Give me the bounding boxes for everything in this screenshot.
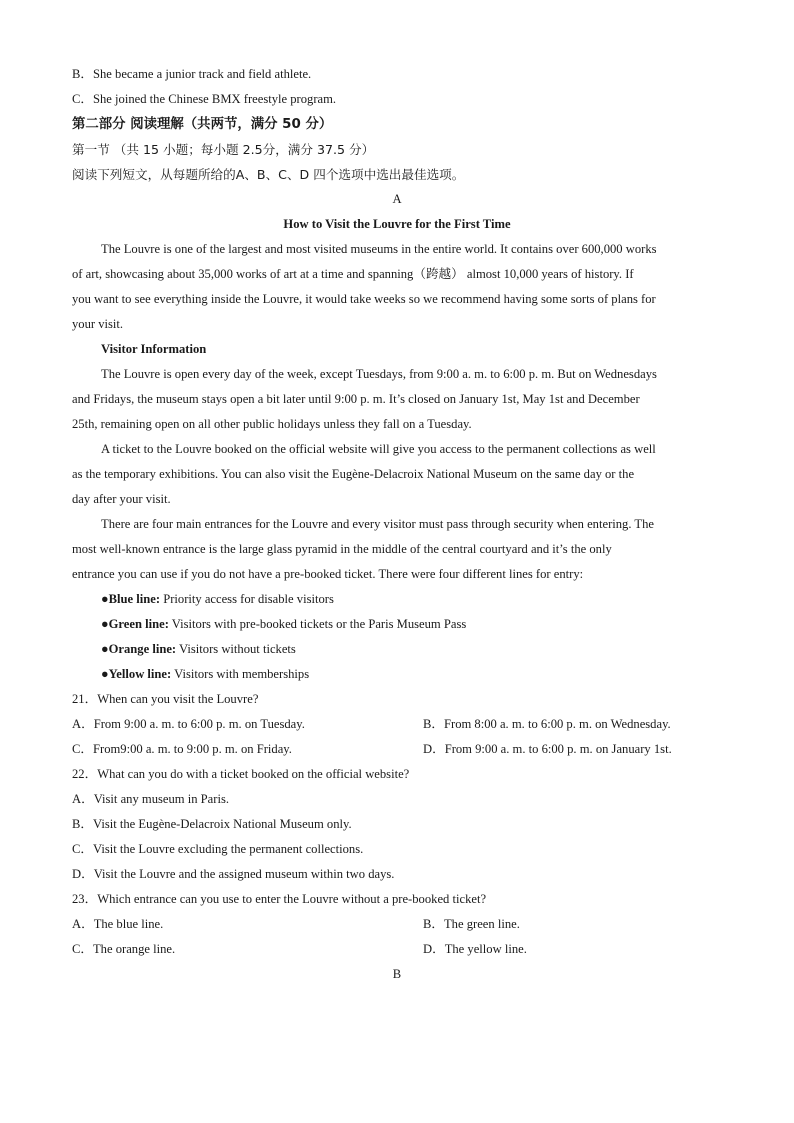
entry-line-green <box>72 612 722 637</box>
entry-line-text: Priority access for disable visitors <box>160 592 334 606</box>
q22-stem: 22．What can you do with a ticket booked on the official website? <box>72 767 410 781</box>
q22-option-a: A．Visit any museum in Paris. <box>72 792 230 806</box>
prev-option-b: B．She became a junior track and field athlete. <box>72 67 312 81</box>
q21-option-d: D．From 9:00 a. m. to 6:00 p. m. on January 1st. <box>423 742 672 756</box>
intro-line-1: The Louvre is one of the largest and most visited museums in the entire world. It contains over 600,000 works <box>101 242 657 256</box>
entry-line-text: Visitors with memberships <box>171 667 310 681</box>
para1-line-3: 25th, remaining open on all other public holidays unless they fall on a Tuesday. <box>72 417 472 431</box>
q21-option-c: C．From9:00 a. m. to 9:00 p. m. on Friday. <box>72 742 292 756</box>
q21-option-b: B．From 8:00 a. m. to 6:00 p. m. on Wednesday. <box>423 717 671 731</box>
section-title: 第二部分 阅读理解（共两节，满分 50 分） <box>72 117 333 132</box>
q21-option-a: A．From 9:00 a. m. to 6:00 p. m. on Tuesday. <box>72 717 305 731</box>
intro-line-3: you want to see everything inside the Louvre, it would take weeks so we recommend having some sorts of plans for <box>72 292 656 306</box>
next-passage-letter: B <box>392 967 402 981</box>
q23-options-row-2 <box>72 937 722 962</box>
subsection-title: 第一节 （共 15 小题；每小题 2.5分，满分 37.5 分） <box>72 142 375 157</box>
q21-options-row-1 <box>72 712 722 737</box>
document-page <box>72 62 722 987</box>
para3-line-2: most well-known entrance is the large glass pyramid in the middle of the central courtyard and it’s the only <box>72 542 612 556</box>
para2-line-1: A ticket to the Louvre booked on the official website will give you access to the permanent collections as well <box>101 442 656 456</box>
entry-line-label: ●Blue line: <box>101 592 161 606</box>
para1-line-1: The Louvre is open every day of the week, except Tuesdays, from 9:00 a. m. to 6:00 p. m. But on Wednesdays <box>101 367 657 381</box>
para2-line-3: day after your visit. <box>72 492 171 506</box>
q21-options-row-2 <box>72 737 722 762</box>
visitor-info-heading: Visitor Information <box>101 342 207 356</box>
para2-line-2: as the temporary exhibitions. You can also visit the Eugène-Delacroix National Museum on the same day or the <box>72 467 635 481</box>
q23-option-a: A．The blue line. <box>72 917 164 931</box>
para1-line-2: and Fridays, the museum stays open a bit later until 9:00 p. m. It’s closed on January 1st, May 1st and December <box>72 392 640 406</box>
instruction: 阅读下列短文，从每题所给的A、B、C、D 四个选项中选出最佳选项。 <box>72 167 465 182</box>
q22-option-d: D．Visit the Louvre and the assigned museum within two days. <box>72 867 395 881</box>
entry-line-text: Visitors without tickets <box>176 642 296 656</box>
entry-line-label: ●Yellow line: <box>101 667 172 681</box>
entry-line-orange <box>72 637 722 662</box>
q22-option-b: B．Visit the Eugène-Delacroix National Museum only. <box>72 817 352 831</box>
q23-option-b: B．The green line. <box>423 917 520 931</box>
entry-line-blue <box>72 587 722 612</box>
q23-option-c: C．The orange line. <box>72 942 176 956</box>
para3-line-3: entrance you can use if you do not have a pre-booked ticket. There were four different lines for entry: <box>72 567 584 581</box>
entry-line-label: ●Green line: <box>101 617 169 631</box>
para3-line-1: There are four main entrances for the Louvre and every visitor must pass through security when entering. The <box>101 517 655 531</box>
q21-stem: 21．When can you visit the Louvre? <box>72 692 259 706</box>
passage-title: How to Visit the Louvre for the First Time <box>283 217 511 231</box>
q22-option-c: C．Visit the Louvre excluding the permanent collections. <box>72 842 364 856</box>
prev-option-c: C．She joined the Chinese BMX freestyle program. <box>72 92 337 106</box>
intro-line-4: your visit. <box>72 317 124 331</box>
entry-line-text: Visitors with pre-booked tickets or the Paris Museum Pass <box>168 617 467 631</box>
intro-line-2: of art, showcasing about 35,000 works of art at a time and spanning（跨越） almost 10,000 years of history. If <box>72 267 634 281</box>
entry-line-yellow <box>72 662 722 687</box>
q23-stem: 23．Which entrance can you use to enter the Louvre without a pre-booked ticket? <box>72 892 487 906</box>
q23-option-d: D．The yellow line. <box>423 942 527 956</box>
q23-options-row-1 <box>72 912 722 937</box>
passage-letter: A <box>392 192 402 206</box>
entry-line-label: ●Orange line: <box>101 642 177 656</box>
